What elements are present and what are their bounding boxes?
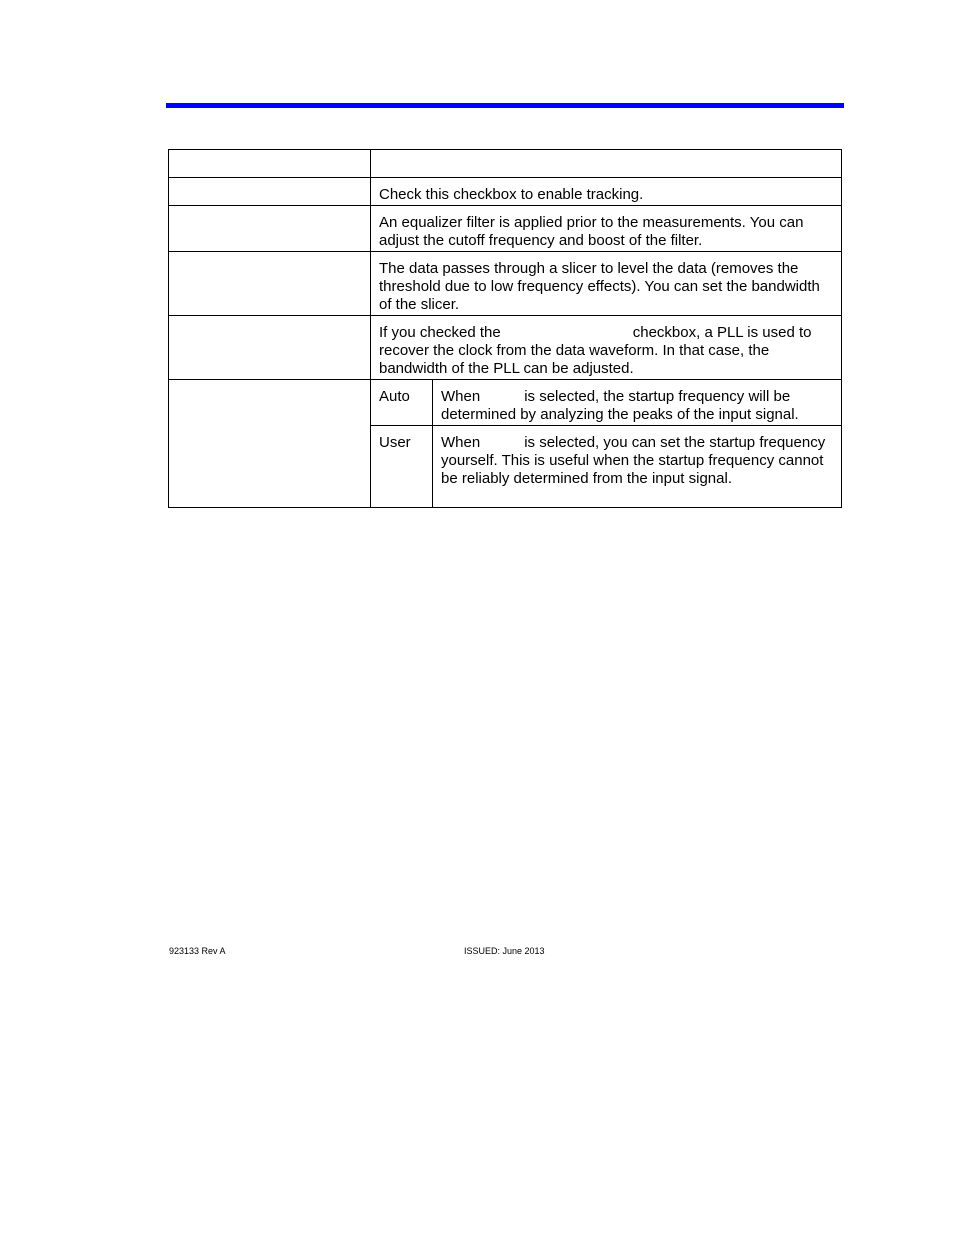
option-desc-cell-user: [433, 426, 842, 508]
table-row: [169, 206, 842, 252]
row-description: Check this checkbox to enable tracking.: [379, 186, 644, 203]
header-cell-description: [371, 150, 842, 178]
row-description-cell: [371, 206, 842, 252]
option-desc-user-when: When: [441, 434, 481, 451]
table-row: [169, 178, 842, 206]
row-name: [169, 380, 370, 388]
option-desc-auto: [433, 380, 841, 424]
table-row-startup-auto: [169, 380, 842, 426]
row-description: An equalizer filter is applied prior to the measurements. You can adjust the cutoff frequency and boost of the filter.: [379, 214, 804, 249]
row-name-cell: [169, 380, 371, 508]
row-description: The data passes through a slicer to level the data (removes the threshold due to low frequency effects). You can set the bandwidth of the slicer.: [379, 260, 820, 313]
row-name-cell: [169, 252, 371, 316]
footer-doc-number: 923133 Rev A: [169, 946, 226, 956]
row-name-cell: [169, 206, 371, 252]
header-cell-name: [169, 150, 371, 178]
pll-desc-part2: checkbox, a PLL is used to recover the clock from the data waveform. In that case, the bandwidth of the PLL can be adjusted.: [379, 324, 812, 377]
option-desc-cell-auto: [433, 380, 842, 426]
header-name-text: [169, 150, 370, 158]
option-label-auto: Auto: [379, 388, 410, 405]
row-description-cell: [371, 178, 842, 206]
pll-desc-part1: If you checked the: [379, 324, 501, 341]
header-description-text: [371, 150, 841, 158]
option-desc-auto-when: When: [441, 388, 481, 405]
row-name: [169, 206, 370, 214]
row-name-cell: [169, 316, 371, 380]
option-label-user: User: [379, 434, 411, 451]
header-rule: [166, 103, 844, 108]
table-row: [169, 252, 842, 316]
option-desc-user: [433, 426, 841, 488]
table-header-row: [169, 150, 842, 178]
option-label-cell-auto: [371, 380, 433, 426]
table-row: [169, 316, 842, 380]
option-label-cell-user: [371, 426, 433, 508]
row-description-cell: [371, 316, 842, 380]
option-desc-user-rest: is selected, you can set the startup frequency yourself. This is useful when the startup frequency cannot be reliably determined from the input signal.: [441, 434, 826, 487]
row-name-cell: [169, 178, 371, 206]
footer-issued-date: ISSUED: June 2013: [464, 946, 545, 956]
row-description: [371, 316, 841, 378]
row-description-cell: [371, 252, 842, 316]
row-name: [169, 178, 370, 186]
row-name: [169, 252, 370, 260]
row-name: [169, 316, 370, 324]
option-desc-auto-rest: is selected, the startup frequency will be determined by analyzing the peaks of the input signal.: [441, 388, 799, 423]
settings-table: [168, 149, 842, 508]
